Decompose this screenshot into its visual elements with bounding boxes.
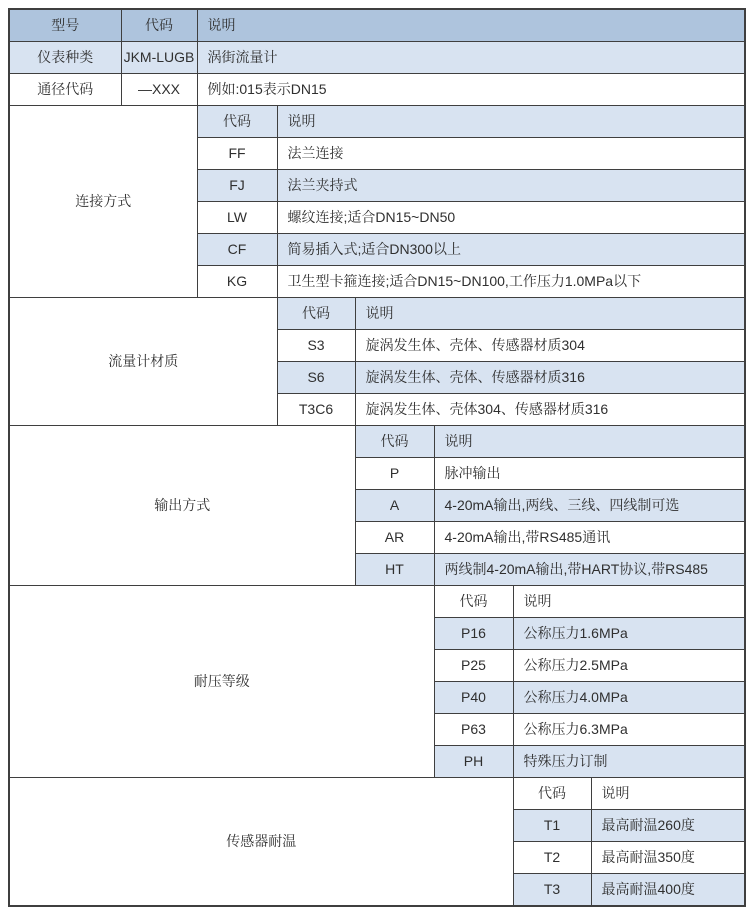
desc-cell: 特殊压力订制 xyxy=(513,746,745,778)
desc-cell: 最高耐温350度 xyxy=(591,842,745,874)
table-row xyxy=(9,74,745,106)
code-cell: S3 xyxy=(277,330,355,362)
header-model: 型号 xyxy=(9,9,121,42)
code-cell: KG xyxy=(197,266,277,298)
code-cell: CF xyxy=(197,234,277,266)
code-cell: FF xyxy=(197,138,277,170)
code-cell: T1 xyxy=(513,810,591,842)
code-cell: P40 xyxy=(434,682,513,714)
code-cell: P63 xyxy=(434,714,513,746)
code-cell: HT xyxy=(355,554,434,586)
desc-cell: 4-20mA输出,带RS485通讯 xyxy=(434,522,745,554)
desc-cell: 脉冲输出 xyxy=(434,458,745,490)
table-row xyxy=(9,106,745,138)
code-cell: T2 xyxy=(513,842,591,874)
model-selection-table-container xyxy=(8,8,746,907)
code-cell: A xyxy=(355,490,434,522)
section-label-pressure-rating: 耐压等级 xyxy=(9,586,434,778)
row-label: 仪表种类 xyxy=(9,42,121,74)
desc-cell: 最高耐温260度 xyxy=(591,810,745,842)
code-cell: —XXX xyxy=(121,74,197,106)
code-cell: S6 xyxy=(277,362,355,394)
desc-cell: 公称压力4.0MPa xyxy=(513,682,745,714)
desc-cell: 旋涡发生体、壳体、传感器材质304 xyxy=(355,330,745,362)
desc-cell: 涡街流量计 xyxy=(197,42,745,74)
desc-cell: 公称压力6.3MPa xyxy=(513,714,745,746)
row-label: 通径代码 xyxy=(9,74,121,106)
sub-header-desc: 说明 xyxy=(277,106,745,138)
desc-cell: 最高耐温400度 xyxy=(591,874,745,907)
desc-cell: 法兰夹持式 xyxy=(277,170,745,202)
desc-cell: 两线制4-20mA输出,带HART协议,带RS485 xyxy=(434,554,745,586)
desc-cell: 螺纹连接;适合DN15~DN50 xyxy=(277,202,745,234)
sub-header-code: 代码 xyxy=(513,778,591,810)
code-cell: T3C6 xyxy=(277,394,355,426)
table-row xyxy=(9,778,745,810)
table-row xyxy=(9,298,745,330)
sub-header-desc: 说明 xyxy=(513,586,745,618)
desc-cell: 旋涡发生体、壳体、传感器材质316 xyxy=(355,362,745,394)
desc-cell: 旋涡发生体、壳体304、传感器材质316 xyxy=(355,394,745,426)
sub-header-code: 代码 xyxy=(355,426,434,458)
code-cell: PH xyxy=(434,746,513,778)
sub-header-code: 代码 xyxy=(197,106,277,138)
header-code: 代码 xyxy=(121,9,197,42)
table-row xyxy=(9,426,745,458)
desc-cell: 公称压力1.6MPa xyxy=(513,618,745,650)
code-cell: JKM-LUGB xyxy=(121,42,197,74)
code-cell: P xyxy=(355,458,434,490)
code-cell: P25 xyxy=(434,650,513,682)
code-cell: FJ xyxy=(197,170,277,202)
table-row xyxy=(9,586,745,618)
table-header-row xyxy=(9,9,745,42)
code-cell: T3 xyxy=(513,874,591,907)
section-label-connection-type: 连接方式 xyxy=(9,106,197,298)
desc-cell: 公称压力2.5MPa xyxy=(513,650,745,682)
sub-header-desc: 说明 xyxy=(355,298,745,330)
model-selection-table xyxy=(8,8,746,907)
sub-header-code: 代码 xyxy=(277,298,355,330)
header-desc: 说明 xyxy=(197,9,745,42)
sub-header-desc: 说明 xyxy=(591,778,745,810)
desc-cell: 例如:015表示DN15 xyxy=(197,74,745,106)
desc-cell: 卫生型卡箍连接;适合DN15~DN100,工作压力1.0MPa以下 xyxy=(277,266,745,298)
desc-cell: 4-20mA输出,两线、三线、四线制可选 xyxy=(434,490,745,522)
sub-header-desc: 说明 xyxy=(434,426,745,458)
code-cell: AR xyxy=(355,522,434,554)
desc-cell: 简易插入式;适合DN300以上 xyxy=(277,234,745,266)
desc-cell: 法兰连接 xyxy=(277,138,745,170)
code-cell: LW xyxy=(197,202,277,234)
sub-header-code: 代码 xyxy=(434,586,513,618)
code-cell: P16 xyxy=(434,618,513,650)
section-label-body-material: 流量计材质 xyxy=(9,298,277,426)
section-label-sensor-temperature: 传感器耐温 xyxy=(9,778,513,907)
section-label-output-mode: 输出方式 xyxy=(9,426,355,586)
table-row xyxy=(9,42,745,74)
